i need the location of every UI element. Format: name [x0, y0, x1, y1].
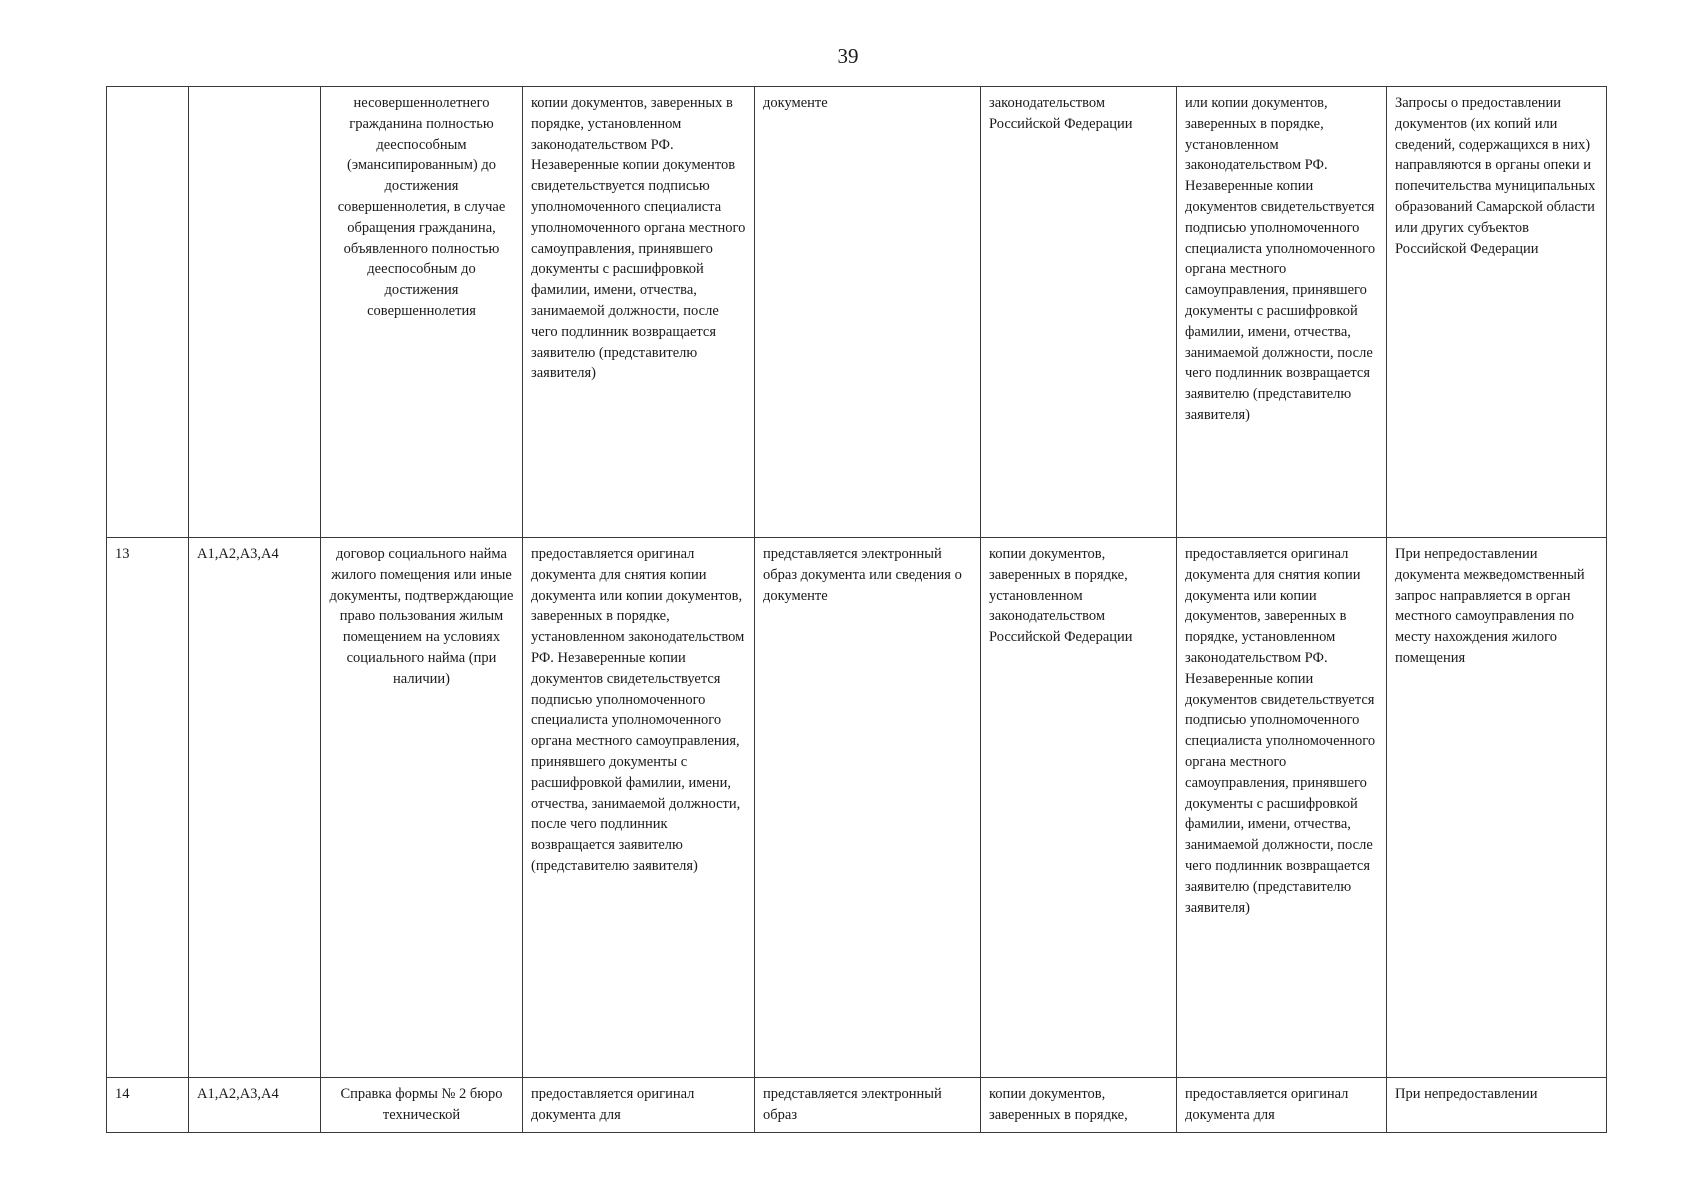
page-number: 39	[837, 44, 859, 68]
paper-requirements-cell: предоставляется оригинал документа для снятия копии документа или копии документов, заверенных в порядке, установленном законодательством РФ. Незаверенные копии документов свидетельствуется подписью уполномоченного специалиста уполномоченного органа местного самоуправления, принявшего документы с расшифровкой фамилии, имени, отчества, занимаемой должности, после чего подлинник возвращается заявителю (представителю заявителя)	[1177, 538, 1387, 1078]
interagency-request-cell: Запросы о предоставлении документов (их копий или сведений, содержащихся в них) направляются в органы опеки и попечительства муниципальных образований Самарской области или других субъектов Российской Федерации	[1387, 87, 1607, 538]
original-requirements-cell: предоставляется оригинал документа для снятия копии документа или копии документов, заверенных в порядке, установленном законодательством РФ. Незаверенные копии документов свидетельствуется подписью уполномоченного специалиста уполномоченного органа местного самоуправления, принявшего документы с расшифровкой фамилии, имени, отчества, занимаемой должности, после чего подлинник возвращается заявителю (представителю заявителя)	[523, 538, 755, 1078]
applicant-categories-cell: А1,А2,А3,А4	[189, 538, 321, 1078]
electronic-form-cell: представляется электронный образ документа или сведения о документе	[755, 538, 981, 1078]
original-requirements-cell: копии документов, заверенных в порядке, установленном законодательством РФ. Незаверенные копии документов свидетельствуется подписью уполномоченного специалиста уполномоченного органа местного самоуправления, принявшего документы с расшифровкой фамилии, имени, отчества, занимаемой должности, после чего подлинник возвращается заявителю (представителю заявителя)	[523, 87, 755, 538]
table-row	[107, 538, 1607, 1078]
electronic-form-cell: представляется электронный образ	[755, 1078, 981, 1133]
document-name-cell: Справка формы № 2 бюро технической	[321, 1078, 523, 1133]
original-requirements-cell: предоставляется оригинал документа для	[523, 1078, 755, 1133]
electronic-form-cell: документе	[755, 87, 981, 538]
interagency-request-cell: При непредоставлении	[1387, 1078, 1607, 1133]
paper-requirements-cell: предоставляется оригинал документа для	[1177, 1078, 1387, 1133]
row-number-cell	[107, 87, 189, 538]
table-row	[107, 1078, 1607, 1133]
copies-requirements-cell: копии документов, заверенных в порядке, установленном законодательством Российской Федерации	[981, 538, 1177, 1078]
document-name-cell: договор социального найма жилого помещения или иные документы, подтверждающие право пользования жилым помещением на условиях социального найма (при наличии)	[321, 538, 523, 1078]
applicant-categories-cell	[189, 87, 321, 538]
interagency-request-cell: При непредоставлении документа межведомственный запрос направляется в орган местного самоуправления по месту нахождения жилого помещения	[1387, 538, 1607, 1078]
row-number-cell: 13	[107, 538, 189, 1078]
page-bottom-margin	[0, 1140, 1696, 1200]
paper-requirements-cell: или копии документов, заверенных в порядке, установленном законодательством РФ. Незаверенные копии документов свидетельствуется подписью уполномоченного специалиста уполномоченного органа местного самоуправления, принявшего документы с расшифровкой фамилии, имени, отчества, занимаемой должности, после чего подлинник возвращается заявителю (представителю заявителя)	[1177, 87, 1387, 538]
document-name-cell: несовершеннолетнего гражданина полностью дееспособным (эмансипированным) до достижения совершеннолетия, в случае обращения гражданина, объявленного полностью дееспособным до достижения совершеннолетия	[321, 87, 523, 538]
applicant-categories-cell: А1,А2,А3,А4	[189, 1078, 321, 1133]
row-number-cell: 14	[107, 1078, 189, 1133]
copies-requirements-cell: законодательством Российской Федерации	[981, 87, 1177, 538]
documents-table	[106, 86, 1607, 1133]
copies-requirements-cell: копии документов, заверенных в порядке,	[981, 1078, 1177, 1133]
table-row	[107, 87, 1607, 538]
